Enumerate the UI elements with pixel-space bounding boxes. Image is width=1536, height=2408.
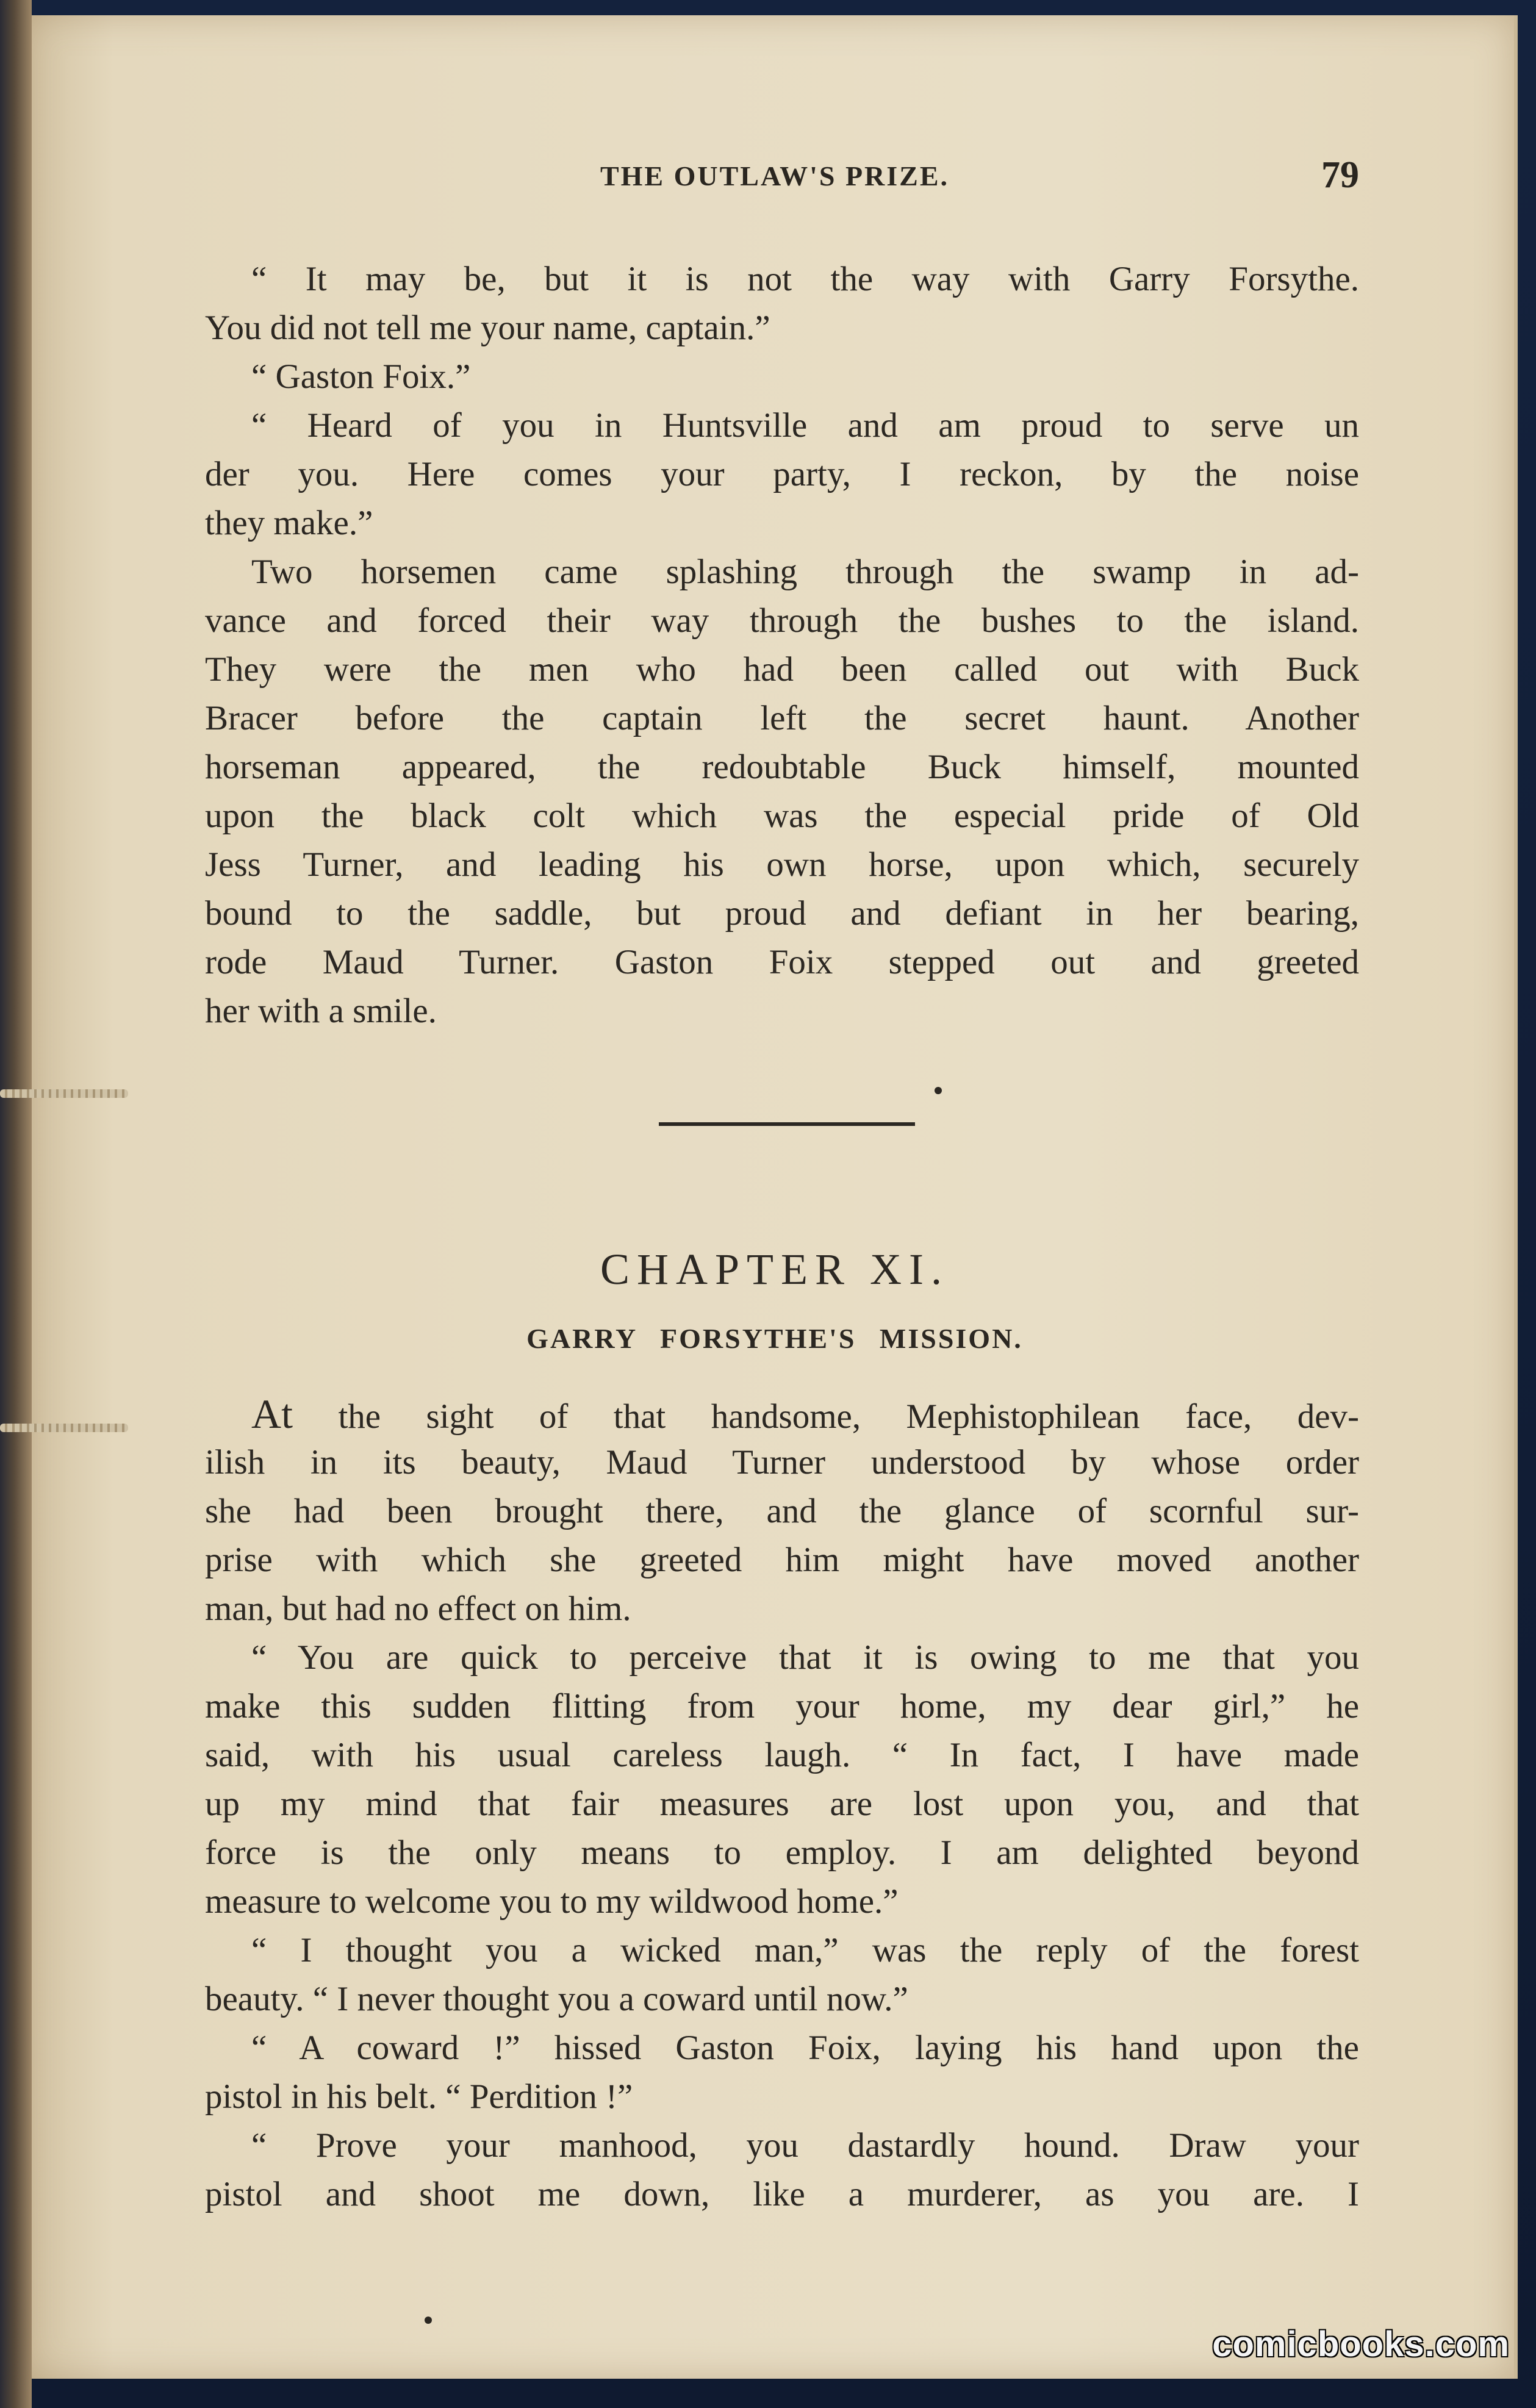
site-watermark: comicbooks.com <box>1212 2324 1510 2364</box>
text-line: make this sudden flitting from your home, my dear girl,” he <box>205 1687 1359 1725</box>
text-line: Two horsemen came splashing through the swamp in ad- <box>251 553 1359 591</box>
section-divider-rule <box>659 1122 915 1126</box>
ink-speck <box>425 2317 432 2324</box>
text-line: “ You are quick to perceive that it is owing to me that you <box>251 1638 1359 1677</box>
binding-stitch <box>0 1089 128 1098</box>
text-line: rode Maud Turner. Gaston Foix stepped out and greeted <box>205 943 1359 981</box>
text-line: vance and forced their way through the bushes to the island. <box>205 601 1359 640</box>
text-line: ilish in its beauty, Maud Turner understood by whose order <box>205 1443 1359 1482</box>
text-line: “ A coward !” hissed Gaston Foix, laying his hand upon the <box>251 2029 1359 2067</box>
text-line: force is the only means to employ. I am delighted beyond <box>205 1833 1359 1872</box>
ink-speck <box>935 1087 942 1094</box>
text-line: she had been brought there, and the glance of scornful sur- <box>205 1492 1359 1530</box>
text-line: up my mind that fair measures are lost upon you, and that <box>205 1785 1359 1823</box>
text-line: “ It may be, but it is not the way with Garry Forsythe. <box>251 260 1359 298</box>
text-line: You did not tell me your name, captain.” <box>205 309 770 347</box>
text-line: “ Heard of you in Huntsville and am proud to serve un <box>251 406 1359 445</box>
chapter-subtitle: GARRY FORSYTHE'S MISSION. <box>526 1323 1023 1354</box>
text-line: measure to welcome you to my wildwood home.” <box>205 1882 899 1921</box>
text-line: bound to the saddle, but proud and defiant in her bearing, <box>205 894 1359 933</box>
text-line-first <box>205 1389 1359 1438</box>
book-spine <box>0 0 32 2408</box>
text-line: upon the black colt which was the especial pride of Old <box>205 797 1359 835</box>
text-line: “ I thought you a wicked man,” was the reply of the forest <box>251 1931 1359 1969</box>
text-line: Jess Turner, and leading his own horse, upon which, securely <box>205 845 1359 884</box>
text-line: her with a smile. <box>205 992 437 1030</box>
text-line: they make.” <box>205 504 373 542</box>
running-title: THE OUTLAW'S PRIZE. <box>600 160 950 192</box>
text-line: “ Gaston Foix.” <box>251 357 471 396</box>
text-line: pistol and shoot me down, like a murderer, as you are. I <box>205 2175 1359 2213</box>
page-number: 79 <box>1321 154 1359 196</box>
binding-stitch <box>0 1424 128 1432</box>
text-line: pistol in his belt. “ Perdition !” <box>205 2077 633 2116</box>
chapter-title: CHAPTER XI. <box>600 1245 949 1294</box>
text-line: beauty. “ I never thought you a coward until now.” <box>205 1980 908 2018</box>
body-text-top <box>205 255 1359 1036</box>
text-line: prise with which she greeted him might have moved another <box>205 1541 1359 1579</box>
text-line: man, but had no effect on him. <box>205 1589 631 1628</box>
text-line: said, with his usual careless laugh. “ In fact, I have made <box>205 1736 1359 1774</box>
text-line: horseman appeared, the redoubtable Buck himself, mounted <box>205 748 1359 786</box>
drop-cap-word: At <box>251 1391 293 1437</box>
text-line: They were the men who had been called out with Buck <box>205 650 1359 689</box>
first-line-rest: the sight of that handsome, Mephistophilean face, dev- <box>293 1397 1359 1436</box>
text-line: Bracer before the captain left the secret haunt. Another <box>205 699 1359 737</box>
text-line: “ Prove your manhood, you dastardly hound. Draw your <box>251 2126 1359 2165</box>
body-text-bottom <box>205 1389 1359 2219</box>
text-line: der you. Here comes your party, I reckon, by the noise <box>205 455 1359 493</box>
